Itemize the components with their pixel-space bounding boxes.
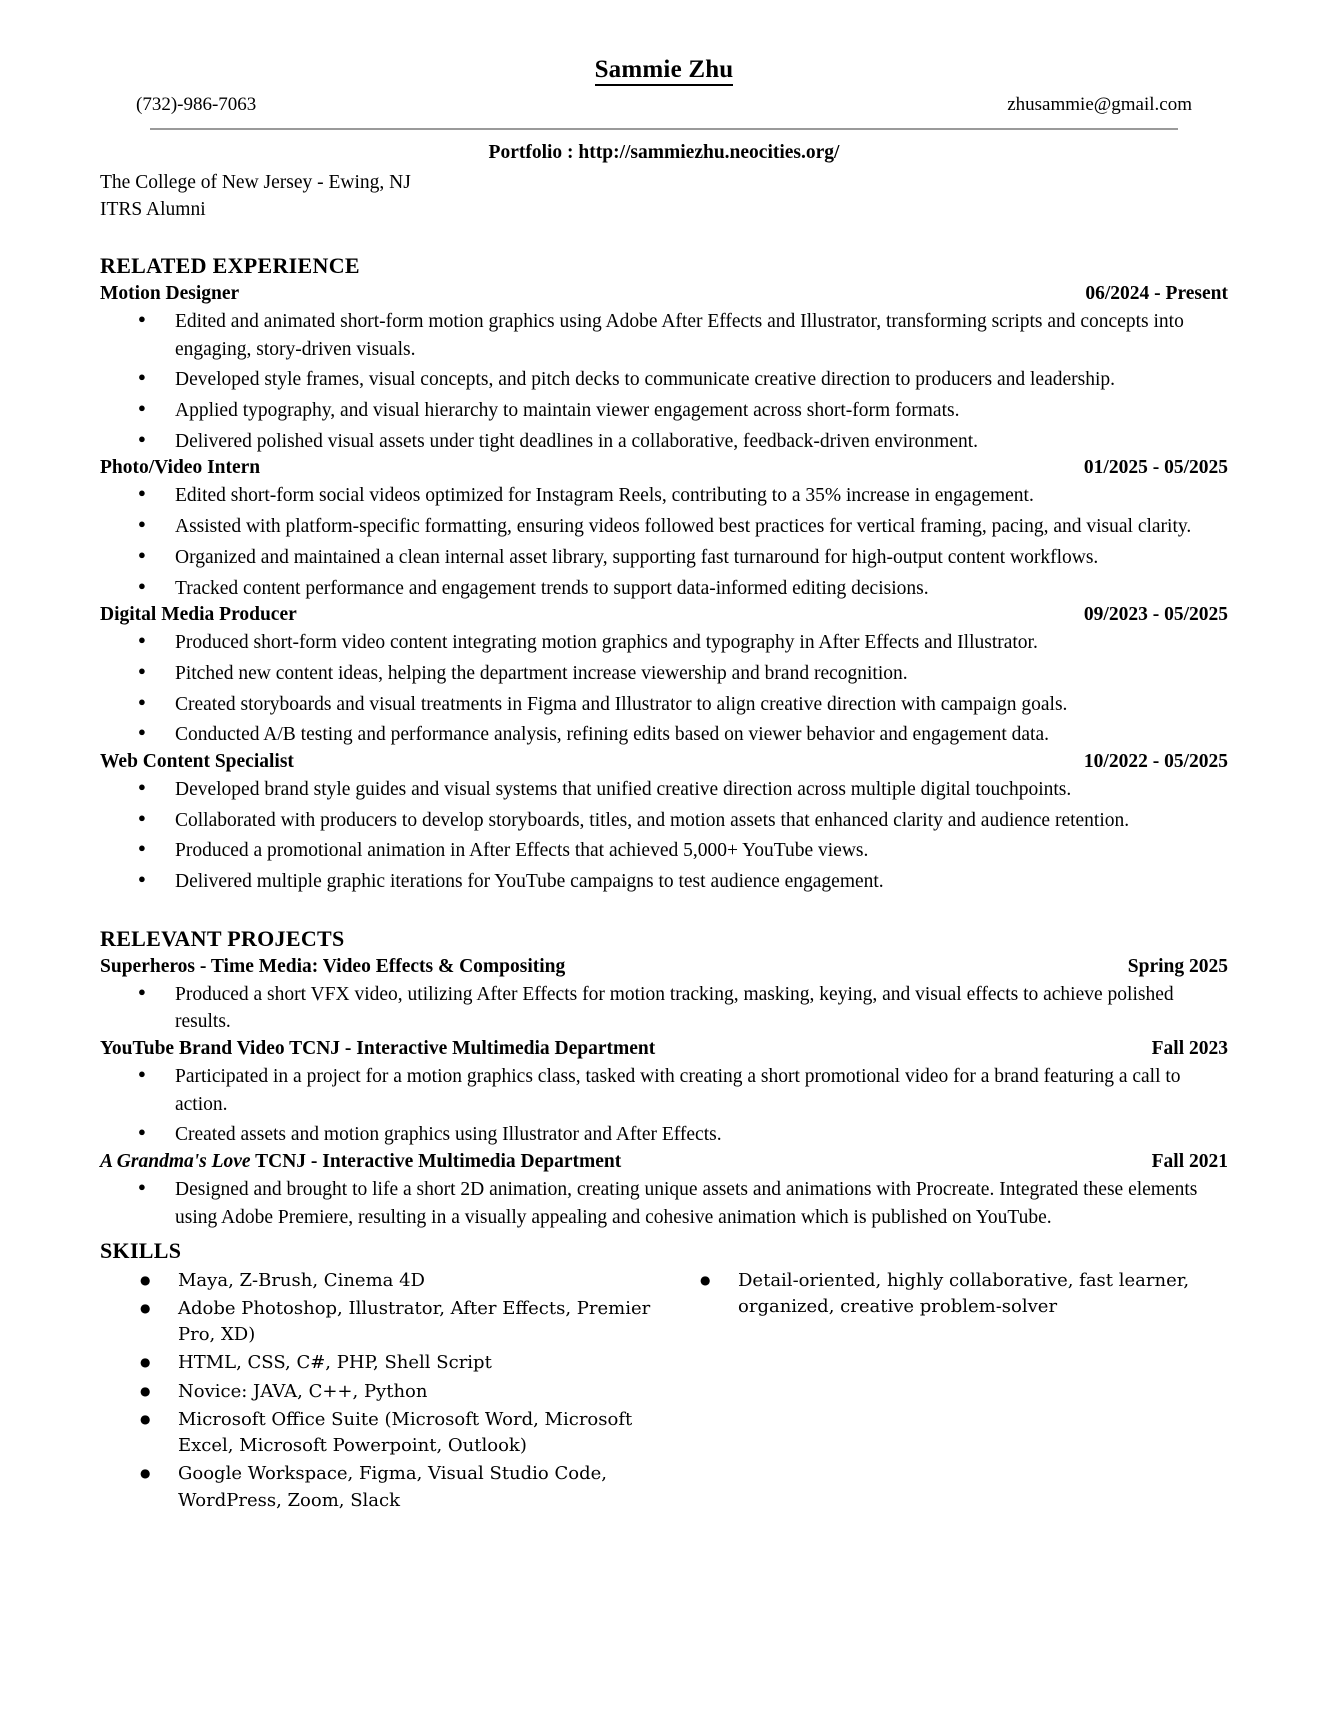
- bullet-item: ● Participated in a project for a motion graphics class, tasked with creating a short promotional video for a brand featuring a call to action.: [100, 1063, 1228, 1118]
- section-heading-experience: RELATED EXPERIENCE: [100, 253, 360, 279]
- skills-list-right: [690, 1268, 1228, 1321]
- entry-bullet-list: [100, 482, 1228, 602]
- entry-header: [100, 457, 1228, 479]
- entry-date: 09/2023 - 05/2025: [1083, 604, 1228, 626]
- bullet-item: ● Designed and brought to life a short 2D animation, creating unique assets and animations with Procreate. Integrated these elements using Adobe Premiere, resulting in a visually appealing and cohesive animation which is published on YouTube.: [100, 1176, 1228, 1231]
- skill-item: ● Novice: JAVA, C++, Python: [100, 1379, 680, 1405]
- entry-title: Web Content Specialist: [100, 750, 294, 772]
- section-heading-projects: RELEVANT PROJECTS: [100, 925, 345, 951]
- entry-date: 10/2022 - 05/2025: [1083, 750, 1228, 772]
- bullet-item: ● Assisted with platform-specific formatting, ensuring videos followed best practices for vertical framing, pacing, and visual clarity.: [100, 513, 1228, 541]
- bullet-item: ● Developed style frames, visual concepts, and pitch decks to communicate creative direction to producers and leadership.: [100, 366, 1228, 394]
- entry-date: 06/2024 - Present: [1085, 283, 1228, 305]
- entry-date: Fall 2021: [1151, 1151, 1228, 1173]
- skill-item: ● Detail-oriented, highly collaborative, fast learner, organized, creative problem-solver: [690, 1268, 1228, 1321]
- skill-item: ● HTML, CSS, C#, PHP, Shell Script: [100, 1350, 680, 1376]
- education-school: The College of New Jersey - Ewing, NJ: [100, 172, 411, 193]
- bullet-item: ● Delivered multiple graphic iterations for YouTube campaigns to test audience engagement.: [100, 868, 1228, 896]
- entry-bullet-list: [100, 1176, 1228, 1231]
- skills-column-right: [680, 1266, 1228, 1514]
- header-divider: [150, 128, 1178, 130]
- entry-date: Spring 2025: [1127, 955, 1228, 977]
- email-address: zhusammie@gmail.com: [1007, 94, 1192, 115]
- section-heading-skills: SKILLS: [100, 1237, 182, 1263]
- entry-header: [100, 956, 1228, 978]
- bullet-item: ● Developed brand style guides and visual systems that unified creative direction across multiple digital touchpoints.: [100, 776, 1228, 804]
- bullet-item: ● Organized and maintained a clean internal asset library, supporting fast turnaround for high-output content workflows.: [100, 544, 1228, 572]
- entry-title: Photo/Video Intern: [100, 457, 261, 479]
- education-block: [100, 170, 1228, 223]
- contact-row: [100, 94, 1228, 116]
- bullet-item: ● Produced short-form video content integrating motion graphics and typography in After Effects and Illustrator.: [100, 629, 1228, 657]
- bullet-item: ● Collaborated with producers to develop storyboards, titles, and motion assets that enhanced clarity and audience retention.: [100, 807, 1228, 835]
- entry-title: Digital Media Producer: [100, 604, 297, 626]
- skill-item: ● Adobe Photoshop, Illustrator, After Effects, Premier Pro, XD): [100, 1296, 680, 1349]
- entry-title: [100, 1151, 621, 1173]
- entry-title-rest: TCNJ - Interactive Multimedia Department: [250, 1151, 622, 1173]
- entry-title: YouTube Brand Video TCNJ - Interactive Multimedia Department: [100, 1038, 656, 1060]
- entry-bullet-list: [100, 629, 1228, 749]
- entry-bullet-list: [100, 308, 1228, 455]
- skill-item: ● Maya, Z-Brush, Cinema 4D: [100, 1268, 680, 1294]
- entry-title: Superheros - Time Media: Video Effects & Compositing: [100, 955, 566, 977]
- skills-section: [100, 1266, 1228, 1514]
- bullet-item: ● Created assets and motion graphics using Illustrator and After Effects.: [100, 1121, 1228, 1149]
- entry-title: Motion Designer: [100, 283, 240, 305]
- experience-section: [100, 283, 1228, 896]
- phone-number: (732)-986-7063: [136, 94, 257, 115]
- skill-item: ● Microsoft Office Suite (Microsoft Word, Microsoft Excel, Microsoft Powerpoint, Outlook): [100, 1407, 680, 1460]
- skills-column-left: [100, 1266, 680, 1514]
- skills-list-left: [100, 1268, 680, 1514]
- bullet-item: ● Applied typography, and visual hierarchy to maintain viewer engagement across short-form formats.: [100, 397, 1228, 425]
- projects-section: [100, 956, 1228, 1232]
- bullet-item: ● Delivered polished visual assets under tight deadlines in a collaborative, feedback-driven environment.: [100, 428, 1228, 456]
- bullet-item: ● Edited short-form social videos optimized for Instagram Reels, contributing to a 35% increase in engagement.: [100, 482, 1228, 510]
- education-program: ITRS Alumni: [100, 198, 206, 220]
- entry-date: Fall 2023: [1151, 1038, 1228, 1060]
- bullet-item: ● Tracked content performance and engagement trends to support data-informed editing decisions.: [100, 575, 1228, 603]
- portfolio-link[interactable]: Portfolio : http://sammiezhu.neocities.org/: [488, 142, 840, 163]
- entry-header: [100, 1038, 1228, 1060]
- candidate-name-text: Sammie Zhu: [595, 56, 734, 86]
- entry-header: [100, 751, 1228, 773]
- entry-header: [100, 604, 1228, 626]
- entry-title-italic: A Grandma's Love: [100, 1151, 251, 1173]
- bullet-item: ● Conducted A/B testing and performance analysis, refining edits based on viewer behavior and engagement data.: [100, 721, 1228, 749]
- entry-bullet-list: [100, 981, 1228, 1036]
- entry-header: [100, 1151, 1228, 1173]
- entry-date: 01/2025 - 05/2025: [1083, 457, 1228, 479]
- bullet-item: ● Edited and animated short-form motion graphics using Adobe After Effects and Illustrator, transforming scripts and concepts into engaging, story-driven visuals.: [100, 308, 1228, 363]
- bullet-item: ● Created storyboards and visual treatments in Figma and Illustrator to align creative direction with campaign goals.: [100, 691, 1228, 719]
- entry-header: [100, 283, 1228, 305]
- entry-bullet-list: [100, 776, 1228, 896]
- candidate-name: [100, 56, 1228, 84]
- bullet-item: ● Produced a promotional animation in After Effects that achieved 5,000+ YouTube views.: [100, 837, 1228, 865]
- entry-bullet-list: [100, 1063, 1228, 1149]
- bullet-item: ● Pitched new content ideas, helping the department increase viewership and brand recognition.: [100, 660, 1228, 688]
- bullet-item: ● Produced a short VFX video, utilizing After Effects for motion tracking, masking, keying, and visual effects to achieve polished results.: [100, 981, 1228, 1036]
- skill-item: ● Google Workspace, Figma, Visual Studio Code, WordPress, Zoom, Slack: [100, 1461, 680, 1514]
